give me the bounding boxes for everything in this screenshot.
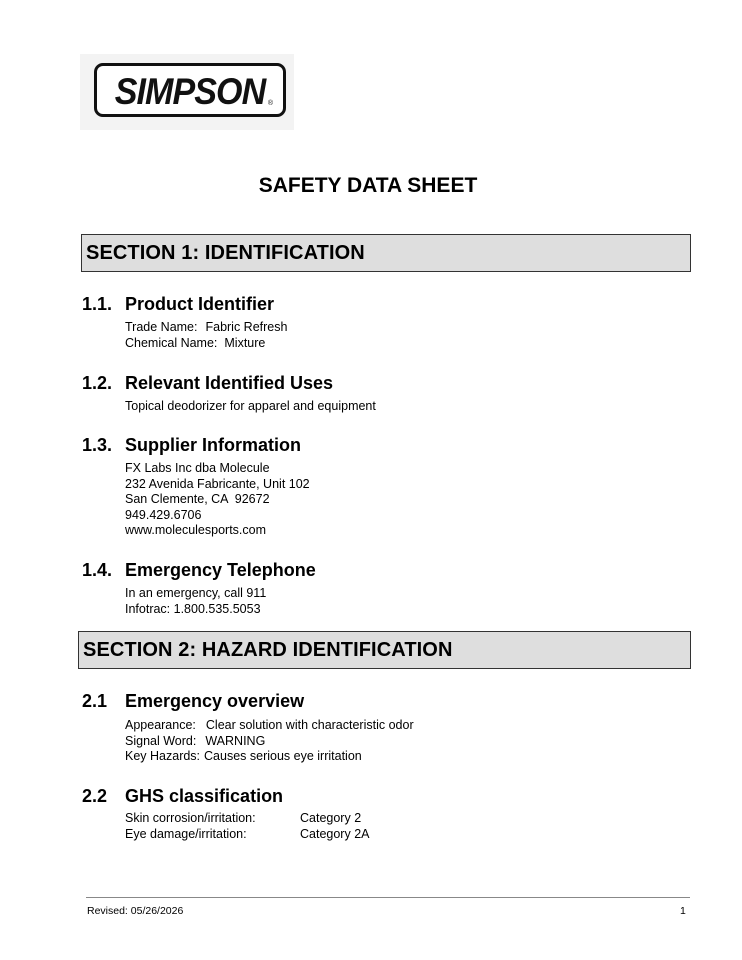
product-identifier-details: [125, 320, 287, 351]
chemical-name-line: [125, 336, 287, 352]
subsection-title: Supplier Information: [125, 435, 302, 455]
subsection-number: 1.3.: [82, 435, 113, 455]
key-hazards-label: Key Hazards:: [125, 749, 201, 763]
subsection-number: 1.2.: [82, 373, 113, 393]
ghs-skin-value: Category 2: [300, 811, 362, 825]
supplier-phone: 949.429.6706: [125, 507, 202, 522]
chemical-name-value: Mixture: [224, 335, 266, 350]
subsection-title: Product Identifier: [125, 294, 275, 314]
appearance-line: [125, 718, 414, 734]
chemical-name-label: Chemical Name:: [125, 335, 218, 350]
supplier-address-2: San Clemente, CA 92672: [125, 492, 270, 506]
supplier-details: [125, 461, 310, 539]
ghs-row-skin: [125, 811, 369, 827]
logo-frame: [94, 63, 286, 117]
simpson-logo: [80, 54, 294, 130]
page-number: 1: [680, 905, 686, 917]
subsection-number: 1.4.: [82, 560, 113, 580]
subsection-title: GHS classification: [125, 786, 284, 806]
section-2-heading: SECTION 2: HAZARD IDENTIFICATION: [78, 631, 691, 669]
relevant-uses-line: Topical deodorizer for apparel and equipment: [125, 399, 376, 413]
supplier-website[interactable]: www.moleculesports.com: [125, 523, 267, 537]
subsection-number: 2.2: [82, 786, 108, 806]
subsection-number: 1.1.: [82, 294, 113, 314]
supplier-company: FX Labs Inc dba Molecule: [125, 461, 270, 475]
subsection-1-2-heading: [82, 373, 333, 394]
registered-mark: ®: [267, 100, 273, 107]
signal-word-value: WARNING: [205, 733, 266, 748]
subsection-title: Emergency Telephone: [125, 560, 316, 580]
emergency-overview-details: [125, 718, 414, 765]
subsection-title: Emergency overview: [125, 691, 305, 711]
trade-name-label: Trade Name:: [125, 320, 198, 334]
emergency-line-2: Infotrac: 1.800.535.5053: [125, 601, 261, 616]
signal-word-line: [125, 734, 414, 750]
footer-divider: [86, 897, 690, 898]
key-hazards-value: Causes serious eye irritation: [204, 749, 362, 763]
revised-date: Revised: 05/26/2026: [87, 905, 184, 917]
logo-text: SIMPSON: [114, 71, 266, 112]
subsection-1-3-heading: [82, 435, 301, 456]
supplier-address-1: 232 Avenida Fabricante, Unit 102: [125, 476, 310, 491]
subsection-2-1-heading: [82, 691, 304, 712]
key-hazards-line: [125, 749, 414, 765]
emergency-details: [125, 586, 266, 617]
subsection-title: Relevant Identified Uses: [125, 373, 334, 393]
ghs-classification-details: [125, 811, 369, 842]
trade-name-value: Fabric Refresh: [205, 320, 288, 334]
ghs-eye-value: Category 2A: [300, 826, 370, 841]
subsection-1-4-heading: [82, 560, 316, 581]
ghs-skin-label: Skin corrosion/irritation:: [125, 811, 256, 825]
ghs-eye-label: Eye damage/irritation:: [125, 826, 247, 841]
subsection-1-1-heading: [82, 294, 274, 315]
emergency-line-1: In an emergency, call 911: [125, 586, 267, 600]
signal-word-label: Signal Word:: [125, 733, 197, 748]
ghs-row-eye: [125, 827, 369, 843]
subsection-2-2-heading: [82, 786, 283, 807]
document-title: SAFETY DATA SHEET: [258, 174, 478, 197]
trade-name-line: [125, 320, 287, 336]
section-1-heading: SECTION 1: IDENTIFICATION: [81, 234, 691, 272]
relevant-uses-details: [125, 399, 376, 415]
subsection-number: 2.1: [82, 691, 108, 711]
appearance-label: Appearance:: [125, 718, 196, 732]
appearance-value: Clear solution with characteristic odor: [205, 718, 414, 732]
